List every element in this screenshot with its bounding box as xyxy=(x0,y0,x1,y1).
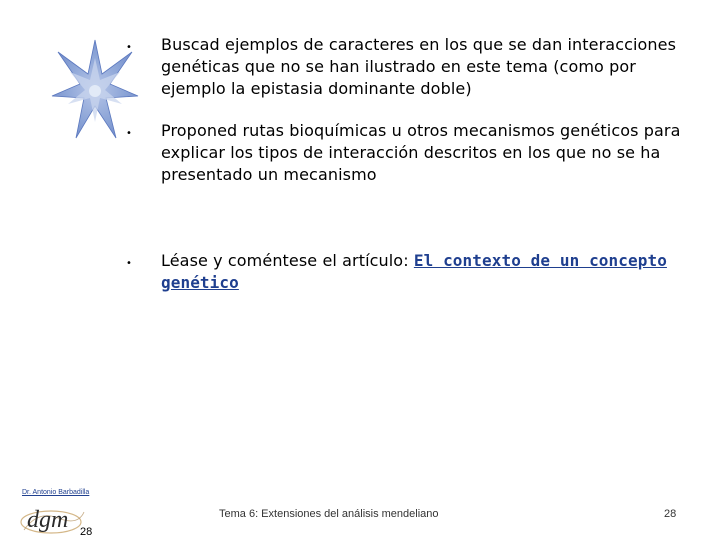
logo-page-number: 28 xyxy=(80,526,93,538)
bullet-item xyxy=(124,34,684,100)
logo-text: dgm xyxy=(27,507,69,533)
article-link[interactable]: El contexto de un concepto genético xyxy=(161,251,667,292)
page-number: 28 xyxy=(664,508,677,520)
bullet-text: Buscad ejemplos de caracteres en los que se dan interacciones genéticas que no se han ilustrado en este tema (como por ejemplo la epistasia dominante doble) xyxy=(161,35,677,98)
author-link[interactable]: Dr. Antonio Barbadilla xyxy=(22,489,90,496)
bullet-item xyxy=(124,120,684,186)
bullet-item xyxy=(124,250,684,294)
bullet-marker: • xyxy=(126,258,132,269)
bullet-marker: • xyxy=(126,128,132,139)
bullet-text: Proponed rutas bioquímicas u otros mecanismos genéticos para explicar los tipos de interacción descritos en los que no se ha presentado un mecanismo xyxy=(161,121,681,184)
bullet-marker: • xyxy=(126,42,132,53)
bullet-text xyxy=(161,250,684,294)
dgm-logo-icon xyxy=(18,500,88,538)
bullet-text-lead: Léase y coméntese el artículo: xyxy=(161,251,414,270)
footer-topic: Tema 6: Extensiones del análisis mendeliano xyxy=(219,508,439,520)
